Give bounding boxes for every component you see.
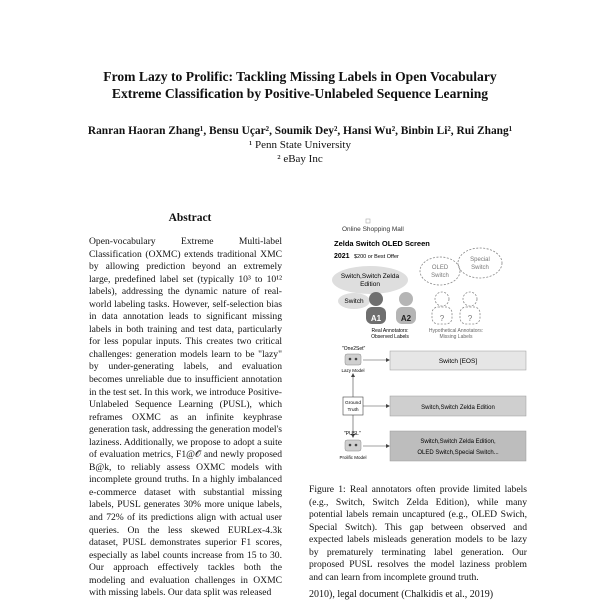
label-hypothetical-annotators: Hypothetical Annotators: [428, 328, 484, 334]
hypothetical-annotator-1-icon [432, 292, 452, 324]
gt-to-lazy-head [351, 373, 355, 377]
bubble-observed-text-2: Edition [360, 281, 380, 288]
label-real-annotators: Real Annotators: [371, 328, 409, 334]
bubble-special-text-2: Switch [471, 265, 489, 271]
annotator-a2-label: A2 [400, 314, 412, 323]
gt-output-text: Switch,Switch Zelda Edition [421, 405, 495, 411]
product-year: 2021 [334, 253, 350, 260]
abstract-body: Open-vocabulary Extreme Multi-label Classification (OXMC) extends traditional XMC by allowing prediction beyond an extremely large, predefined label set (typically 10³ to 10¹² labels), addressing the dynamic nature of real-world labeling tasks. However, self-selection bias in data annotation leads to significant missing labels in both training and test data, particularly for less popular inputs. This creates two critical challenges: generation models learn to be "lazy" by under-generating labels, and evaluation becomes unreliable due to insufficient annotation in the test set. In this work, we introduce Positive-Unlabeled Sequence Learning (PUSL), which reframes OXMC as an infinite keyphrase generation task, addressing the generation model's laziness. Additionally, we propose to adopt a suite of evaluation metrics, F1@𝒪 and newly proposed B@k, to reliably assess OXMC models with incomplete ground truths. In a highly imbalanced e-commerce dataset with substantial missing labels, PUSL generates 30% more unique labels, and 72% of its predictions align with actual user queries. On the less skewed EURLex-4.3k dataset, PUSL demonstrates superior F1 scores, especially as label counts increase from 15 to 30. Our approach effectively tackles both the modeling and evaluation challenges in OXMC with missing labels. Our data split was released [89, 236, 283, 599]
label-observed-labels: Observed Labels [371, 334, 409, 340]
affiliation-penn-state: ¹ Penn State University [249, 139, 351, 151]
annotator-a1-label: A1 [370, 314, 382, 323]
gt-arrow-head [386, 404, 390, 408]
affiliation-ebay: ² eBay Inc [277, 153, 323, 165]
product-price: $200 or Best Offer [354, 254, 399, 260]
prolific-model-label: Prolific Model [339, 455, 367, 460]
abstract-heading: Abstract [168, 212, 212, 224]
lazy-model-icon [345, 354, 361, 365]
lazy-arrow-head [386, 358, 390, 362]
figure-header: Online Shopping Mall [342, 226, 404, 233]
pusl-output-text-1: Switch,Switch Zelda Edition, [420, 439, 496, 445]
bubble-switch-text: Switch [344, 298, 364, 305]
bubble-oled-text-1: OLED [431, 265, 449, 271]
ground-truth-text-2: Truth [347, 408, 359, 413]
figure-caption: Figure 1: Real annotators often provide limited labels (e.g., Switch, Switch Zelda Edition), while many potential labels remain uncaptured (e.g., OLED Swich, Special Switch). This gap between observed and expected labels misleads generation models to be lazy by prematurely terminating label generation. Our proposed PUSL resolves the model laziness problem and can learn from incomplete ground truth. [309, 484, 527, 583]
figure-1 [330, 215, 530, 475]
one2set-label: "One2Set" [342, 346, 366, 352]
prolific-model-icon [345, 440, 361, 451]
ground-truth-text-1: Ground [345, 401, 361, 406]
cart-icon [366, 219, 370, 223]
bubble-oled [420, 257, 460, 285]
annotator-a1-icon [366, 292, 386, 324]
paper-title [40, 68, 560, 102]
title-line-1: From Lazy to Prolific: Tackling Missing Labels in Open Vocabulary [103, 69, 497, 84]
annotator-a2-icon [396, 292, 416, 324]
bubble-observed [332, 266, 408, 294]
pusl-output-box [390, 431, 526, 461]
lazy-output-text: Switch [EOS] [438, 358, 478, 365]
author-list: Ranran Haoran Zhang¹, Bensu Uçar², Soumik Dey², Hansi Wu², Binbin Li², Rui Zhang¹ [87, 125, 513, 137]
bubble-oled-text-2: Switch [431, 273, 449, 279]
lazy-model-label: Lazy Model [341, 368, 365, 373]
pusl-label: "PUSL" [344, 431, 361, 437]
body-text-fragment: 2010), legal document (Chalkidis et al., 2019) [309, 589, 494, 600]
label-missing-labels: Missing Labels [439, 334, 473, 340]
bubble-special-text-1: Special [470, 257, 490, 263]
hypothetical-q1: ? [439, 314, 445, 323]
pusl-output-text-2: OLED Switch,Special Switch... [417, 450, 499, 456]
hypothetical-annotator-2-icon [460, 292, 480, 324]
bubble-special [458, 248, 502, 278]
title-line-2: Extreme Classification by Positive-Unlabeled Sequence Learning [111, 86, 489, 101]
bubble-observed-text-1: Switch,Switch Zelda [340, 273, 400, 280]
hypothetical-q2: ? [467, 314, 473, 323]
product-title: Zelda Switch OLED Screen [334, 239, 430, 248]
pusl-arrow-head [386, 444, 390, 448]
